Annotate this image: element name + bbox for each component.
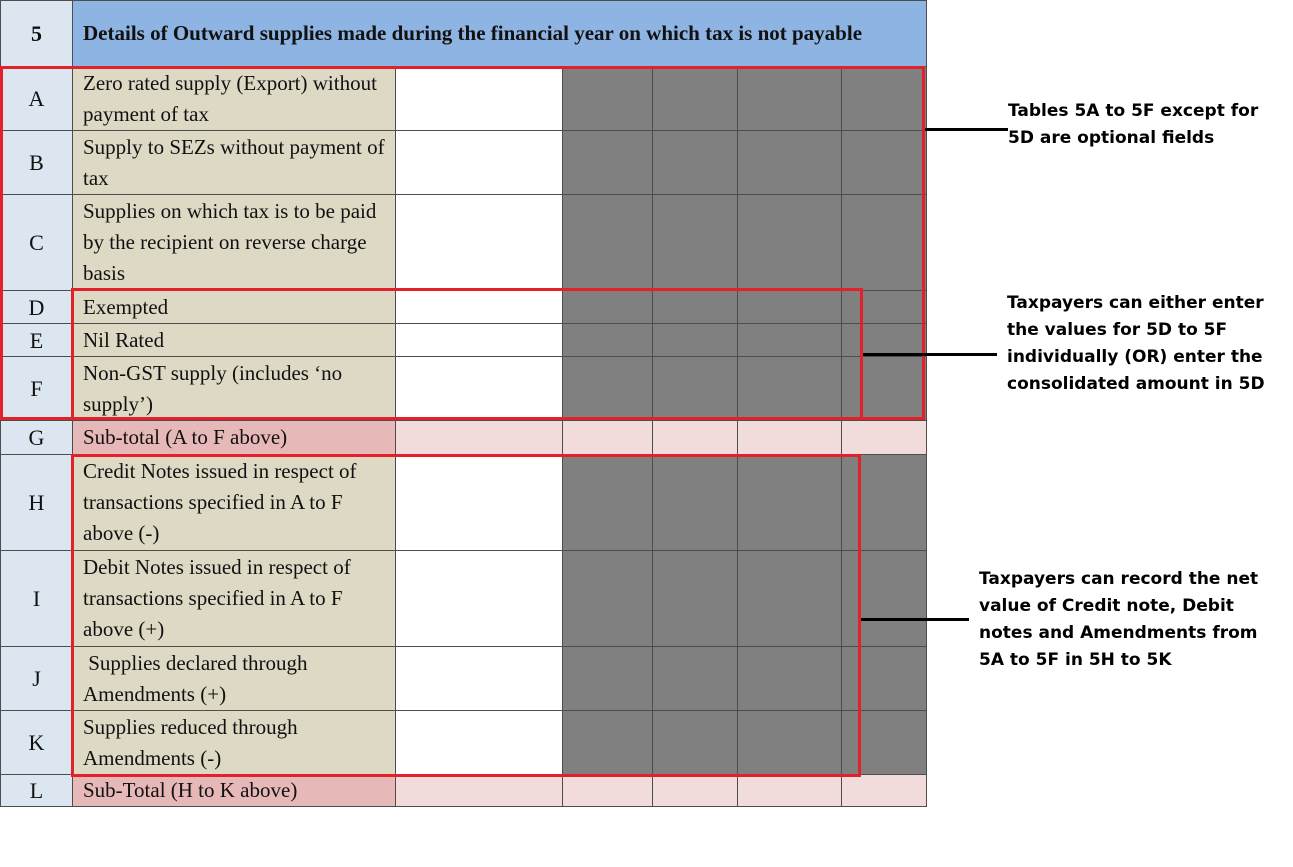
value-input-cell[interactable] (396, 647, 563, 711)
disabled-cell (563, 324, 653, 357)
row-letter: I (1, 551, 73, 647)
disabled-cell (563, 291, 653, 324)
row-letter: B (1, 131, 73, 195)
row-letter: H (1, 455, 73, 551)
disabled-cell (563, 195, 653, 291)
subtotal-cell (396, 775, 563, 807)
disabled-cell (563, 67, 653, 131)
row-label: Supplies declared through Amendments (+) (73, 647, 396, 711)
row-letter: L (1, 775, 73, 807)
table-row-e (1, 324, 927, 357)
subtotal-cell (842, 775, 927, 807)
disabled-cell (653, 711, 738, 775)
disabled-cell (842, 551, 927, 647)
disabled-cell (842, 67, 927, 131)
table-row-j (1, 647, 927, 711)
row-label: Supplies reduced through Amendments (-) (73, 711, 396, 775)
row-letter: E (1, 324, 73, 357)
disabled-cell (738, 291, 842, 324)
table-row-i (1, 551, 927, 647)
row-label: Non-GST supply (includes ‘no supply’) (73, 357, 396, 421)
row-letter: D (1, 291, 73, 324)
disabled-cell (842, 131, 927, 195)
note-net-value: Taxpayers can record the net value of Credit note, Debit notes and Amendments from 5A to 5F in 5H to 5K (979, 569, 1259, 670)
disabled-cell (563, 711, 653, 775)
row-label: Debit Notes issued in respect of transactions specified in A to F above (+) (73, 551, 396, 647)
disabled-cell (563, 131, 653, 195)
row-label: Supply to SEZs without payment of tax (73, 131, 396, 195)
subtotal-cell (738, 775, 842, 807)
subtotal-cell (738, 421, 842, 455)
row-label: Supplies on which tax is to be paid by the recipient on reverse charge basis (73, 195, 396, 291)
table-row-f (1, 357, 927, 421)
row-letter: G (1, 421, 73, 455)
disabled-cell (563, 647, 653, 711)
row-label: Zero rated supply (Export) without payment of tax (73, 67, 396, 131)
subtotal-cell (842, 421, 927, 455)
table-header-row (1, 1, 927, 67)
disabled-cell (653, 67, 738, 131)
disabled-cell (842, 324, 927, 357)
disabled-cell (738, 357, 842, 421)
value-input-cell[interactable] (396, 324, 563, 357)
value-input-cell[interactable] (396, 357, 563, 421)
row-letter: F (1, 357, 73, 421)
value-input-cell[interactable] (396, 455, 563, 551)
note-consolidated-amount: Taxpayers can either enter the values for 5D to 5F individually (OR) enter the consolidated amount in 5D (1007, 293, 1265, 394)
row-letter: K (1, 711, 73, 775)
subtotal-cell (653, 775, 738, 807)
row-label: Sub-Total (H to K above) (73, 775, 396, 807)
section-title: Details of Outward supplies made during the financial year on which tax is not payable (73, 1, 927, 67)
disabled-cell (738, 324, 842, 357)
disabled-cell (842, 195, 927, 291)
disabled-cell (653, 131, 738, 195)
disabled-cell (842, 291, 927, 324)
value-input-cell[interactable] (396, 291, 563, 324)
row-letter: J (1, 647, 73, 711)
row-letter: A (1, 67, 73, 131)
value-input-cell[interactable] (396, 131, 563, 195)
disabled-cell (653, 291, 738, 324)
disabled-cell (842, 357, 927, 421)
disabled-cell (653, 647, 738, 711)
disabled-cell (738, 131, 842, 195)
section-number: 5 (1, 1, 73, 67)
table-row-g (1, 421, 927, 455)
disabled-cell (842, 647, 927, 711)
subtotal-cell (653, 421, 738, 455)
disabled-cell (563, 551, 653, 647)
value-input-cell[interactable] (396, 711, 563, 775)
value-input-cell[interactable] (396, 67, 563, 131)
row-label: Sub-total (A to F above) (73, 421, 396, 455)
table-row-k (1, 711, 927, 775)
connector-line-optional (925, 128, 1008, 131)
disabled-cell (842, 711, 927, 775)
disabled-cell (653, 357, 738, 421)
disabled-cell (738, 195, 842, 291)
value-input-cell[interactable] (396, 195, 563, 291)
subtotal-cell (563, 775, 653, 807)
disabled-cell (653, 324, 738, 357)
disabled-cell (563, 455, 653, 551)
disabled-cell (738, 67, 842, 131)
disabled-cell (653, 455, 738, 551)
row-letter: C (1, 195, 73, 291)
value-input-cell[interactable] (396, 551, 563, 647)
disabled-cell (653, 195, 738, 291)
row-label: Exempted (73, 291, 396, 324)
row-label: Nil Rated (73, 324, 396, 357)
table-row-c (1, 195, 927, 291)
subtotal-cell (563, 421, 653, 455)
table-row-l (1, 775, 927, 807)
connector-line-net-value (861, 618, 969, 621)
disabled-cell (738, 647, 842, 711)
connector-line-consolidated (863, 353, 997, 356)
disabled-cell (738, 711, 842, 775)
disabled-cell (738, 551, 842, 647)
subtotal-cell (396, 421, 563, 455)
table-row-d (1, 291, 927, 324)
table-row-b (1, 131, 927, 195)
disabled-cell (563, 357, 653, 421)
disabled-cell (738, 455, 842, 551)
table-row-h (1, 455, 927, 551)
disabled-cell (653, 551, 738, 647)
disabled-cell (842, 455, 927, 551)
table-row-a (1, 67, 927, 131)
note-optional-fields: Tables 5A to 5F except for 5D are optional fields (1008, 101, 1259, 148)
row-label: Credit Notes issued in respect of transactions specified in A to F above (-) (73, 455, 396, 551)
